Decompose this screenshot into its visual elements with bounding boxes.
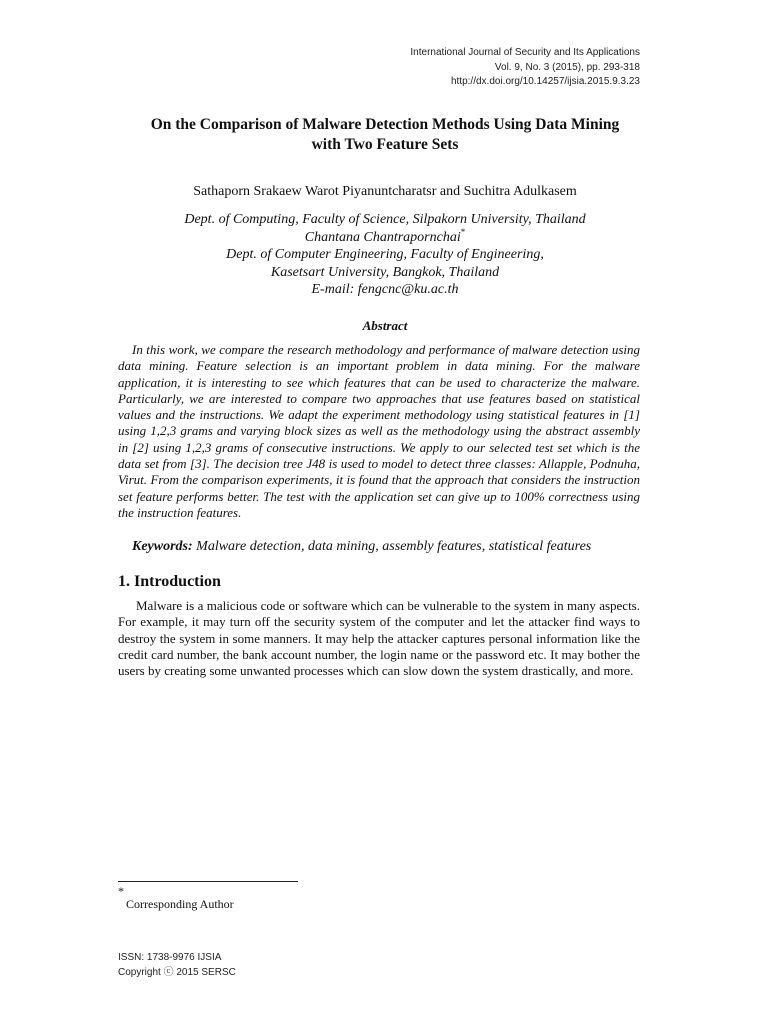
corresponding-author-mark: * xyxy=(460,226,466,237)
journal-doi[interactable]: http://dx.doi.org/10.14257/ijsia.2015.9.3.23 xyxy=(450,76,640,87)
author-list: Sathaporn Srakaew Warot Piyanuntcharatsr and Suchitra Adulkasem xyxy=(193,184,577,199)
affiliations xyxy=(0,211,770,299)
corresponding-author-name: Chantana Chantrapornchai xyxy=(304,229,461,245)
journal-header xyxy=(410,46,640,90)
paper-title-line-2: with Two Feature Sets xyxy=(311,136,459,153)
introduction-paragraph: Malware is a malicious code or software which can be vulnerable to the system in many aspects. For example, it may turn off the security system of the computer and let the attacker find ways to destroy the system in some manners. It may help the attacker captures personal information like the credit card number, the bank account number, the login name or the password etc. It may bother the users by creating some unwanted processes which can slow down the system drastically, and more. xyxy=(118,598,640,679)
journal-volume: Vol. 9, No. 3 (2015), pp. 293-318 xyxy=(494,61,640,73)
footnote-mark: * xyxy=(118,884,124,898)
abstract-text: In this work, we compare the research methodology and performance of malware detection using data mining. Feature selection is an important problem in data mining. For the malware application, it is interesting to see which features that can be used to characterize the malware. Particularly, we are interested to compare two approaches that use features based on statistical values and the instructions. We adapt the experiment methodology using statistical features in [1] using 1,2,3 grams and varying block sizes as well as the methodology using the abstract assembly in [2] using 1,2,3 grams of consecutive instructions. We apply to our selected test set which is the data set from [3]. The decision tree J48 is used to model to detect three classes: Allapple, Podnuha, Virut. From the comparison experiments, it is found that the approach that considers the instruction set feature performs better. The test with the application set can give up to 100% correctness using the instruction features. xyxy=(118,342,640,520)
affiliation-1: Dept. of Computing, Faculty of Science, Silpakorn University, Thailand xyxy=(184,212,586,227)
corresponding-author xyxy=(0,226,770,247)
footnote-divider xyxy=(118,881,298,882)
keywords-text: Malware detection, data mining, assembly features, statistical features xyxy=(196,539,592,554)
paper-title xyxy=(0,115,770,155)
footer-copyright: Copyright ⓒ 2015 SERSC xyxy=(118,967,236,978)
keywords-label: Keywords: xyxy=(132,539,193,554)
abstract-heading: Abstract xyxy=(362,318,408,333)
keywords xyxy=(132,538,652,556)
page-footer xyxy=(118,950,236,980)
affiliation-2-line-2: Kasetsart University, Bangkok, Thailand xyxy=(270,264,500,280)
journal-name: International Journal of Security and Its Applications xyxy=(410,47,640,58)
paper-title-line-1: On the Comparison of Malware Detection Methods Using Data Mining xyxy=(150,116,620,133)
affiliation-2-line-1: Dept. of Computer Engineering, Faculty of Engineering, xyxy=(226,247,544,263)
footnote-text: Corresponding Author xyxy=(126,897,234,911)
author-email: E-mail: fengcnc@ku.ac.th xyxy=(311,282,459,298)
section-heading-introduction: 1. Introduction xyxy=(118,573,221,590)
footer-issn: ISSN: 1738-9976 IJSIA xyxy=(118,952,222,963)
